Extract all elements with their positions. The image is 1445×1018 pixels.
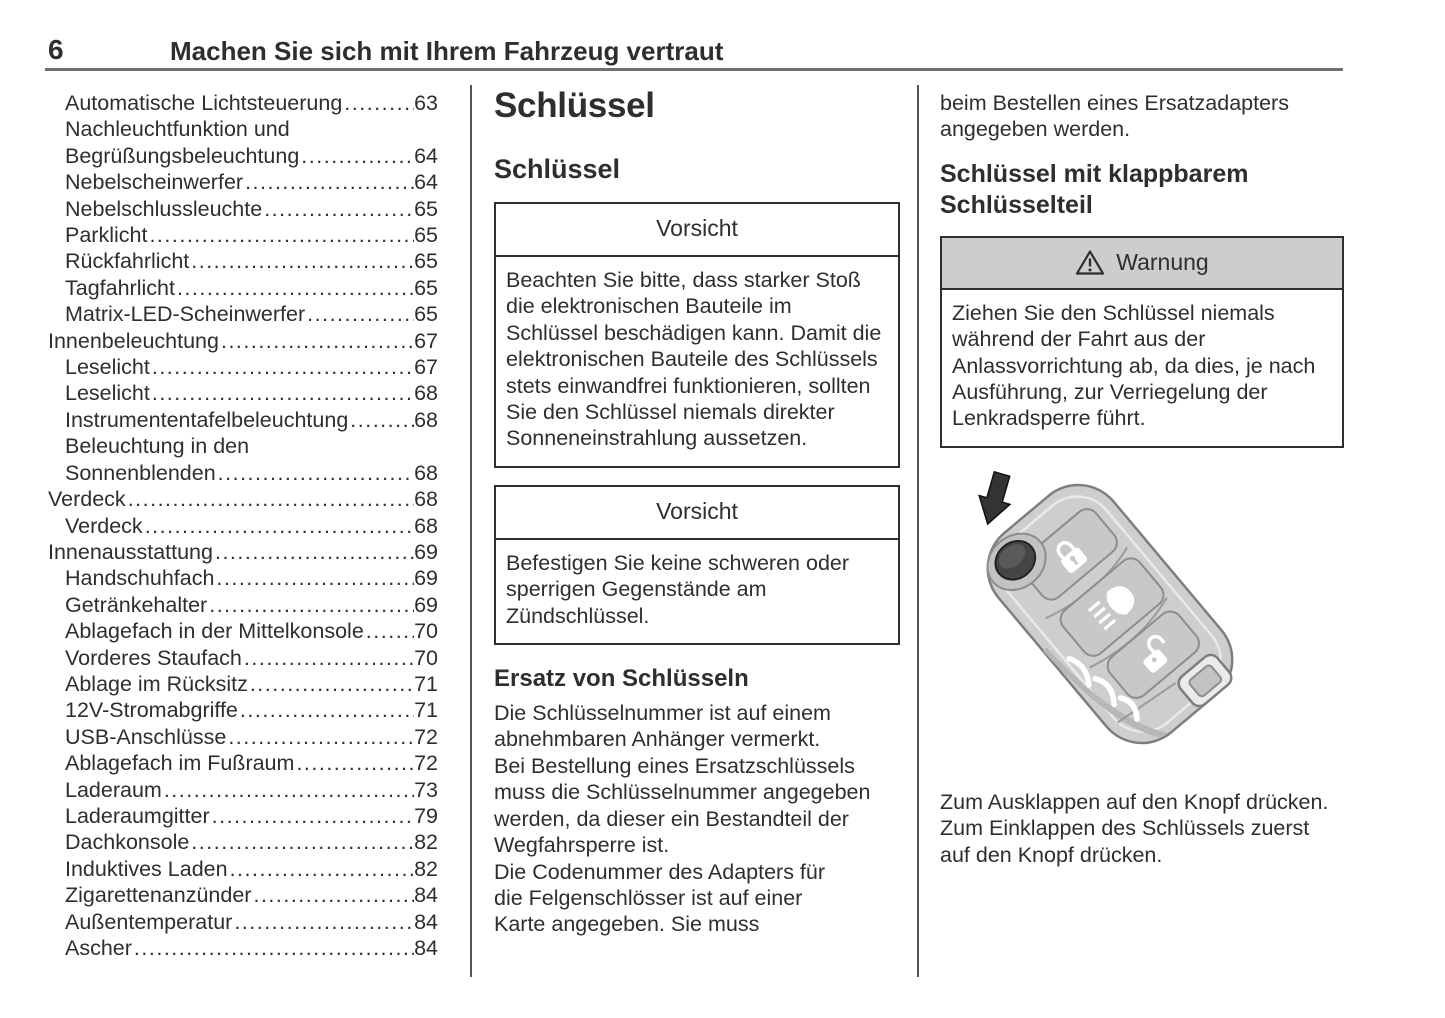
caution-box: [494, 485, 900, 645]
toc-entry[interactable]: [48, 882, 438, 908]
toc-leader-dots: [299, 143, 414, 169]
toc-page-number: 73: [414, 777, 438, 802]
toc-leader-dots: [189, 248, 414, 274]
toc-label: Verdeck: [48, 487, 126, 512]
toc-leader-dots: [189, 829, 414, 855]
toc-leader-dots: [150, 354, 414, 380]
toc-leader-dots: [243, 169, 414, 195]
toc-leader-dots: [207, 592, 414, 618]
toc-entry[interactable]: [48, 169, 438, 195]
toc-label: Vorderes Staufach: [65, 645, 242, 670]
right-column: [940, 90, 1344, 868]
toc-page-number: 64: [414, 143, 438, 168]
toc-label: Laderaum: [65, 777, 162, 802]
main-title: Schlüssel: [494, 86, 655, 125]
toc-list: [48, 90, 438, 961]
toc-leader-dots: [342, 90, 414, 116]
toc-page-number: 72: [414, 724, 438, 749]
toc-page-number: 84: [414, 909, 438, 934]
toc-entry[interactable]: [48, 328, 438, 354]
toc-entry[interactable]: [48, 856, 438, 882]
warning-title-bar: [942, 238, 1342, 290]
warning-title: Warnung: [1116, 248, 1209, 275]
section-title: Schlüssel: [494, 154, 621, 184]
toc-entry[interactable]: [48, 513, 438, 539]
toc-entry[interactable]: [48, 935, 438, 961]
toc-label: Handschuhfach: [65, 566, 215, 591]
toc-leader-dots: [305, 301, 414, 327]
toc-entry[interactable]: [48, 433, 438, 459]
toc-label: Rückfahrlicht: [65, 249, 190, 274]
toc-page-number: 71: [414, 698, 438, 723]
toc-entry[interactable]: [48, 90, 438, 116]
warning-triangle-icon: [1075, 249, 1105, 276]
toc-leader-dots: [175, 275, 414, 301]
toc-entry[interactable]: [48, 592, 438, 618]
column-divider: [917, 85, 919, 977]
toc-label: 12V-Stromabgriffe: [65, 698, 238, 723]
toc-entry[interactable]: [48, 354, 438, 380]
toc-label: Ablage im Rücksitz: [65, 671, 248, 696]
toc-page-number: 65: [414, 249, 438, 274]
key-fob: [969, 466, 1251, 762]
toc-page-number: 68: [414, 407, 438, 432]
toc-leader-dots: [219, 328, 414, 354]
toc-label: Ablagefach in der Mittelkonsole: [65, 619, 364, 644]
toc-leader-dots: [210, 803, 414, 829]
caution-body: Beachten Sie bitte, dass starker Stoß die elektronischen Bauteile im Schlüssel beschädigen kann. Damit die elektronischen Bauteile des Schlüssels stets einwandfrei funktionieren, sollten Sie den Schlüssel niemals direkter Sonneneinstrahlung aussetzen.: [506, 268, 882, 451]
caution-body: Befestigen Sie keine schweren oder sperrigen Gegenstände am Zündschlüssel.: [506, 550, 850, 628]
caution-title: Vorsicht: [496, 487, 898, 540]
toc-label: Parklicht: [65, 223, 148, 248]
toc-leader-dots: [216, 460, 414, 486]
toc-label: Leselicht: [65, 381, 150, 406]
toc-entry[interactable]: [48, 539, 438, 565]
toc-page-number: 70: [414, 619, 438, 644]
toc-label: Matrix-LED-Scheinwerfer: [65, 302, 306, 327]
toc-entry[interactable]: [48, 645, 438, 671]
toc-leader-dots: [226, 724, 414, 750]
toc-leader-dots: [248, 671, 414, 697]
toc-page-number: 68: [414, 487, 438, 512]
toc-leader-dots: [150, 380, 414, 406]
continuation-text: beim Bestellen eines Ersatzadapters angegeben werden.: [940, 91, 1289, 142]
toc-entry[interactable]: [48, 460, 438, 486]
toc-leader-dots: [132, 935, 414, 961]
toc-entry[interactable]: [48, 143, 438, 169]
caution-box: [494, 202, 900, 468]
toc-page-number: 68: [414, 381, 438, 406]
toc-entry[interactable]: [48, 301, 438, 327]
toc-leader-dots: [147, 222, 414, 248]
toc-page-number: 84: [414, 883, 438, 908]
toc-label: Außentemperatur: [65, 909, 233, 934]
toc-entry[interactable]: [48, 697, 438, 723]
toc-entry[interactable]: [48, 777, 438, 803]
toc-entry[interactable]: [48, 724, 438, 750]
toc-leader-dots: [242, 645, 414, 671]
toc-entry[interactable]: [48, 275, 438, 301]
toc-page-number: 68: [414, 460, 438, 485]
toc-page-number: 69: [414, 539, 438, 564]
flip-key-section-title: Schlüssel mit klappbarem Schlüsselteil: [940, 159, 1249, 219]
toc-label: Leselicht: [65, 355, 150, 380]
caution-title: Vorsicht: [496, 204, 898, 257]
toc-leader-dots: [214, 565, 414, 591]
paragraph: Bei Bestellung eines Ersatzschlüssels muss die Schlüsselnummer angegeben werden, da dieser ein Bestandteil der Wegfahrsperre ist.: [494, 753, 871, 858]
toc-leader-dots: [238, 697, 414, 723]
toc-page-number: 68: [414, 513, 438, 538]
press-arrow-icon: [972, 469, 1017, 528]
toc-leader-dots: [213, 539, 414, 565]
toc-page-number: 70: [414, 645, 438, 670]
toc-leader-dots: [162, 777, 414, 803]
toc-label: Instrumententafelbeleuchtung: [65, 407, 349, 432]
toc-entry[interactable]: [48, 909, 438, 935]
toc-label: Induktives Laden: [65, 856, 228, 881]
toc-leader-dots: [294, 750, 414, 776]
chapter-title: Machen Sie sich mit Ihrem Fahrzeug vertraut: [170, 36, 724, 66]
toc-page-number: 67: [414, 328, 438, 353]
toc-leader-dots: [262, 196, 414, 222]
toc-page-number: 65: [414, 302, 438, 327]
page-number: 6: [48, 34, 64, 65]
toc-page-number: 65: [414, 196, 438, 221]
toc-label: Innenausstattung: [48, 539, 213, 564]
toc-label: Ascher: [65, 936, 132, 960]
toc-leader-dots: [232, 909, 414, 935]
subsection-title: Ersatz von Schlüsseln: [494, 665, 749, 693]
toc-page-number: 63: [414, 91, 438, 115]
toc-label: Sonnenblenden: [65, 460, 216, 485]
warning-body: Ziehen Sie den Schlüssel niemals während der Fahrt aus der Anlassvorrichtung ab, da dies, je nach Ausführung, zur Verriegelung der Lenkradsperre führt.: [952, 300, 1316, 431]
toc-label: Begrüßungsbeleuchtung: [65, 143, 300, 168]
toc-entry[interactable]: [48, 380, 438, 406]
toc-label: Nebelschlussleuchte: [65, 196, 263, 221]
toc-entry[interactable]: [48, 407, 438, 433]
toc-leader-dots: [364, 618, 414, 644]
toc-label: Laderaumgitter: [65, 803, 210, 828]
paragraph: Die Schlüsselnummer ist auf einem abnehmbaren Anhänger vermerkt.: [494, 701, 831, 752]
toc-entry[interactable]: [48, 618, 438, 644]
toc-page-number: 82: [414, 830, 438, 855]
toc-label: Tagfahrlicht: [65, 275, 175, 300]
toc-page-number: 69: [414, 592, 438, 617]
toc-label: Nebelscheinwerfer: [65, 170, 244, 195]
toc-page-number: 67: [414, 355, 438, 380]
figure-caption: Zum Ausklappen auf den Knopf drücken. Zum Einklappen des Schlüssels zuerst auf den Knopf drücken.: [940, 789, 1329, 867]
toc-entry[interactable]: [48, 671, 438, 697]
toc-label: Getränkehalter: [65, 592, 208, 617]
toc-page-number: 84: [414, 936, 438, 960]
toc-page-number: 72: [414, 751, 438, 776]
replacement-paragraphs: [494, 700, 900, 938]
column-divider: [470, 85, 472, 977]
toc-entry[interactable]: [48, 750, 438, 776]
toc-page-number: 65: [414, 275, 438, 300]
toc-entry[interactable]: [48, 222, 438, 248]
toc-page-number: 71: [414, 671, 438, 696]
toc-entry[interactable]: [48, 116, 438, 142]
toc-page-number: 65: [414, 223, 438, 248]
toc-label: Innenbeleuchtung: [48, 328, 219, 353]
toc-label: Nachleuchtfunktion und: [65, 117, 290, 142]
toc-page-number: 69: [414, 566, 438, 591]
toc-page-number: 64: [414, 170, 438, 195]
toc-entry[interactable]: [48, 829, 438, 855]
toc-label: Zigarettenanzünder: [65, 883, 252, 908]
toc-entry[interactable]: [48, 565, 438, 591]
toc-label: Verdeck: [65, 513, 143, 538]
toc-label: Ablagefach im Fußraum: [65, 751, 295, 776]
toc-label: Automatische Lichtsteuerung: [65, 91, 343, 115]
toc-leader-dots: [348, 407, 414, 433]
toc-leader-dots: [228, 856, 415, 882]
warning-box: [940, 236, 1344, 448]
toc-entry[interactable]: [48, 248, 438, 274]
toc-entry[interactable]: [48, 486, 438, 512]
toc-leader-dots: [251, 882, 414, 908]
header-rule: [45, 68, 1343, 71]
toc-entry[interactable]: [48, 803, 438, 829]
middle-column: [494, 86, 900, 938]
toc-label: Beleuchtung in den: [65, 434, 250, 459]
toc-leader-dots: [126, 486, 414, 512]
paragraph: Die Codenummer des Adapters für die Felgenschlösser ist auf einer Karte angegeben. Sie muss: [494, 859, 826, 937]
flip-key-illustration: [940, 462, 1344, 768]
toc-page-number: 79: [414, 803, 438, 828]
toc-page-number: 82: [414, 856, 438, 881]
toc-leader-dots: [143, 513, 414, 539]
toc-entry[interactable]: [48, 196, 438, 222]
toc-label: Dachkonsole: [65, 830, 190, 855]
toc-label: USB-Anschlüsse: [65, 724, 227, 749]
